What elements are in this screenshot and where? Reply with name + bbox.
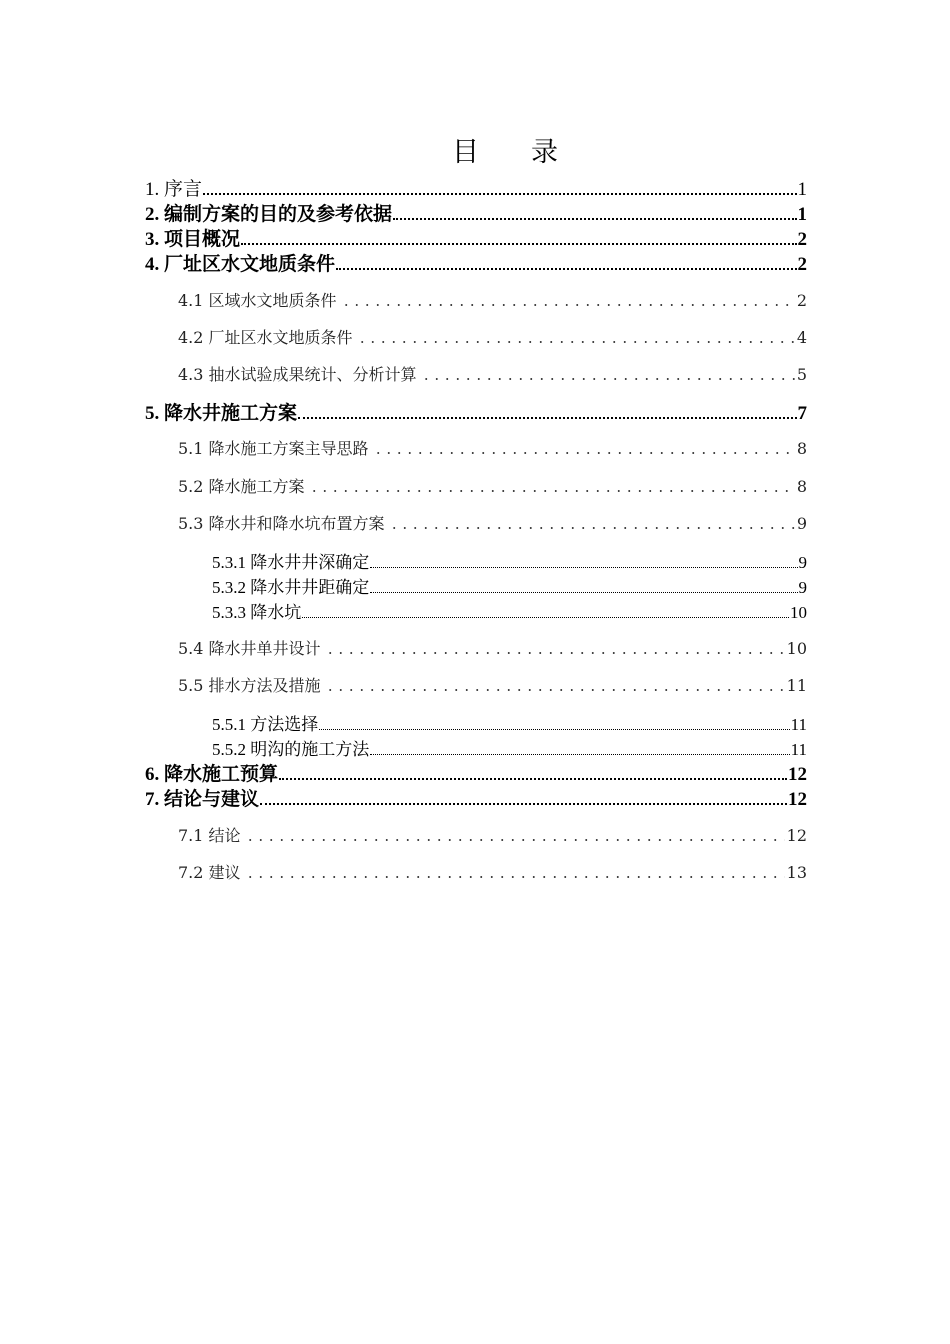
toc-entry-label: 5.2 降水施工方案 — [178, 477, 305, 496]
toc-entry-page: 5 — [796, 365, 807, 384]
toc-entry-7-1[interactable] — [178, 823, 807, 846]
dot-leader — [279, 777, 787, 780]
toc-entry-5-3-3[interactable] — [212, 598, 807, 623]
toc-title-char-2: 录 — [531, 137, 558, 168]
toc-entry-overview[interactable] — [145, 224, 807, 251]
toc-entry-5-3-2[interactable] — [212, 573, 807, 598]
toc-entry-page: 13 — [786, 863, 807, 882]
toc-entry-label: 7.1 结论 — [178, 826, 241, 845]
dot-leader — [370, 566, 797, 568]
toc-entry-page: 10 — [790, 603, 807, 622]
toc-entry-5-2[interactable] — [178, 474, 807, 497]
toc-entry-label: 3. 项目概况 — [145, 229, 241, 250]
dot-leader — [387, 527, 795, 529]
dot-leader — [243, 839, 785, 841]
toc-entry-label: 4.2 厂址区水文地质条件 — [178, 328, 353, 347]
toc-entry-label: 5.3.2 降水井井距确定 — [212, 578, 370, 597]
dot-leader — [319, 728, 789, 730]
toc-entry-page: 12 — [786, 826, 807, 845]
dot-leader — [241, 242, 796, 245]
dot-leader — [243, 876, 785, 878]
toc-entry-page: 11 — [790, 740, 807, 759]
toc-entry-label: 4. 厂址区水文地质条件 — [145, 254, 336, 275]
dot-leader — [336, 267, 796, 270]
toc-entry-page: 8 — [796, 439, 807, 458]
toc-entry-label: 1. 序言 — [145, 179, 203, 200]
toc-entry-5-3[interactable] — [178, 511, 807, 534]
toc-entry-page: 10 — [786, 639, 807, 658]
toc-entry-4-3[interactable] — [178, 362, 807, 385]
toc-entry-7-2[interactable] — [178, 860, 807, 883]
toc-entry-page: 2 — [797, 254, 807, 275]
toc-entry-5-5-1[interactable] — [212, 710, 807, 735]
dot-leader — [370, 591, 797, 593]
toc-entry-5-5-2[interactable] — [212, 735, 807, 760]
toc-entry-page: 2 — [797, 229, 807, 250]
dot-leader — [339, 304, 795, 306]
toc-entry-5-3-1[interactable] — [212, 548, 807, 573]
toc-entry-4-1[interactable] — [178, 288, 807, 311]
toc-entry-label: 5.4 降水井单井设计 — [178, 639, 321, 658]
toc-title — [0, 130, 950, 169]
dot-leader — [298, 416, 796, 419]
dot-leader — [355, 341, 795, 343]
dot-leader — [307, 490, 795, 492]
toc-entry-label: 5.5.1 方法选择 — [212, 715, 319, 734]
toc-entry-label: 2. 编制方案的目的及参考依据 — [145, 204, 393, 225]
toc-entry-page: 1 — [797, 179, 807, 200]
toc-entry-page: 4 — [796, 328, 807, 347]
toc-entry-5-1[interactable] — [178, 436, 807, 459]
toc-entry-purpose[interactable] — [145, 199, 807, 226]
toc-entry-conclusions[interactable] — [145, 784, 807, 811]
toc-entry-page: 8 — [796, 477, 807, 496]
toc-entry-label: 5.5 排水方法及措施 — [178, 676, 321, 695]
toc-entry-page: 11 — [790, 715, 807, 734]
toc-entry-page: 12 — [788, 789, 807, 810]
dot-leader — [419, 378, 795, 380]
dot-leader — [302, 616, 789, 618]
dot-leader — [371, 452, 795, 454]
toc-entry-label: 7.2 建议 — [178, 863, 241, 882]
toc-entry-label: 5.3.1 降水井井深确定 — [212, 553, 370, 572]
toc-entry-page: 9 — [796, 514, 807, 533]
dot-leader — [393, 217, 796, 220]
dot-leader — [260, 802, 787, 805]
toc-entry-label: 5.5.2 明沟的施工方法 — [212, 740, 370, 759]
dot-leader — [323, 652, 785, 654]
toc-entry-page: 9 — [798, 553, 807, 572]
toc-entry-label: 7. 结论与建议 — [145, 789, 260, 810]
toc-entry-label: 5. 降水井施工方案 — [145, 403, 298, 424]
toc-entry-5-5[interactable] — [178, 673, 807, 696]
dot-leader — [203, 192, 796, 195]
toc-entry-dewatering-plan[interactable] — [145, 398, 807, 425]
toc-entry-page: 1 — [797, 204, 807, 225]
toc-entry-label: 5.3 降水井和降水坑布置方案 — [178, 514, 385, 533]
toc-entry-4-2[interactable] — [178, 325, 807, 348]
toc-entry-label: 5.3.3 降水坑 — [212, 603, 302, 622]
toc-entry-5-4[interactable] — [178, 636, 807, 659]
toc-entry-label: 4.3 抽水试验成果统计、分析计算 — [178, 365, 417, 384]
toc-entry-page: 7 — [797, 403, 807, 424]
dot-leader — [323, 689, 785, 691]
dot-leader — [370, 753, 789, 755]
toc-entry-budget[interactable] — [145, 759, 807, 786]
toc-entry-page: 11 — [786, 676, 807, 695]
toc-title-char-1: 目 — [452, 137, 479, 168]
toc-entry-label: 6. 降水施工预算 — [145, 764, 279, 785]
toc-entry-label: 4.1 区域水文地质条件 — [178, 291, 337, 310]
toc-entry-page: 12 — [788, 764, 807, 785]
toc-entry-preface[interactable] — [145, 174, 807, 201]
toc-entry-label: 5.1 降水施工方案主导思路 — [178, 439, 369, 458]
toc-entry-page: 9 — [798, 578, 807, 597]
toc-entry-hydrogeology[interactable] — [145, 249, 807, 276]
toc-entry-page: 2 — [796, 291, 807, 310]
